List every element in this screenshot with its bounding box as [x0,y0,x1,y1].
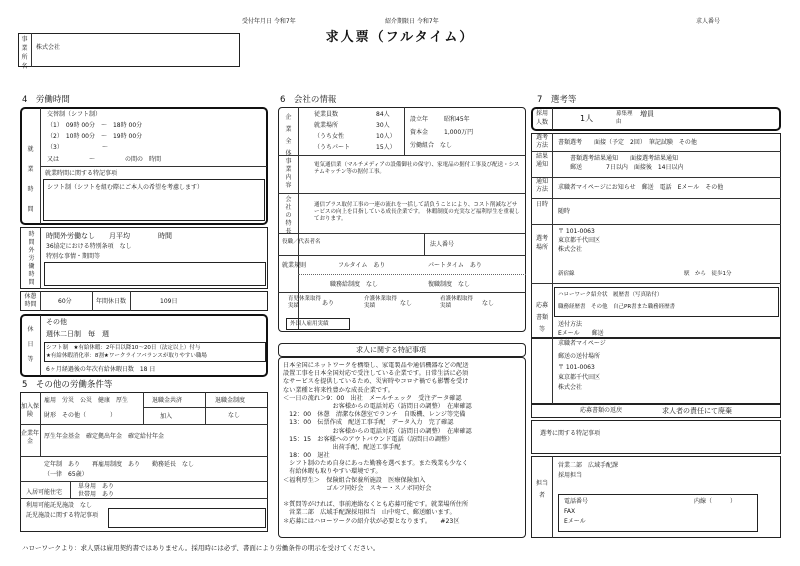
section-7-title: 7 選考等 [537,95,577,105]
overtime-special: 特別な事情・期間等 [46,253,101,260]
result-notice-2: 郵送 7日以内 面接後 14日以内 [570,164,684,171]
break-value: 60分 [58,298,72,305]
mailing-dest-label: 郵送の送付場所 [558,353,601,360]
break-label: 休憩時間 [24,293,37,308]
footer-note: ハローワークより：求人票は雇用契約書ではありません。採用時には必ず、書面により労働条件の明示を受けてください。 [22,544,380,552]
shift-title: 交替制（シフト制） [47,111,102,118]
hire-reason-value: 増員 [640,110,654,118]
date-label: 日時 [535,201,548,208]
features-label: 会社の特長 [285,196,292,235]
founded-label: 設立年 [410,116,429,123]
founded-value: 昭和45年 [444,116,470,123]
union: 労働組合 なし [410,142,453,149]
phone-label: 電話番号 [564,498,589,505]
dorm-family: 世帯用 あり [78,491,115,498]
paid-leave-days: 6ヶ月経過後の年次有給休暇日数 18 日 [46,366,156,373]
docs-line-2: 職務経歴書 その他 自己PR書また職務経歴書 [558,304,676,310]
result-notice-label: 結果通知 [535,153,548,168]
childcare-leave-label: 育児休業取得実績 [288,296,322,309]
page-title: 求人票（フルタイム） [325,30,475,45]
hire-count-box [531,107,781,131]
received-date: 受付年月日 令和7年 [242,18,296,25]
insurance-items-2: 財形 その他（ ） [44,412,117,419]
business-content: 電気通信業（マルチメディアの設備御社の保守）、家電品の据付工事及び配送・システムキッチン等の据付工事。 [314,162,520,175]
selection-notes: 選考に関する特記事項 [540,430,601,437]
emp-women-label: （うち女性 [314,133,345,140]
date-value: 随時 [558,208,571,215]
nursing-leave-label: 看護休暇取得実績 [440,296,474,309]
mailing-zip: 〒 101-0063 [558,364,595,371]
retirement-age-2: （一律 65歳） [44,471,88,478]
office-name-label: 事業所名 [21,36,28,70]
referral-deadline: 紹介期限日 令和7年 [385,18,439,25]
selection-method: 書類選考 面接（予定 2回） 筆記試験 その他 [558,139,697,146]
mailing-company: 株式会社 [558,384,583,391]
place-address: 東京都千代田区 [558,237,601,244]
shift-1: （1） 09時 00分 〜 18時 00分 [47,122,143,129]
pension-items: 厚生年金基金 確定拠出年金 確定給付年金 [44,433,165,440]
retire-mutual-value: 加入 [160,413,173,420]
holiday-note-2: ★有給休暇消化率：8割★ワークライフバランスが取りやすい職場 [46,353,207,359]
childcare-leave-value: あり [322,300,335,307]
hire-count-label: 採用人数 [535,110,548,126]
send-method-2: 求職者マイページ [558,340,606,347]
contact-dept: 営業二部 広域手配課 [558,462,619,469]
insurance-items: 雇用 労災 公災 健康 厚生 [44,397,129,404]
work-rules-label: 就業規則 [282,262,307,269]
hire-reason-label: 募集理由 [616,111,633,125]
nursing-leave-value: なし [482,300,495,307]
retirement-age: 定年制 あり 再雇用制度 あり 勤務延長 なし [44,461,195,468]
hours-notes-title: 就業時間に関する特記事項 [45,170,118,177]
special-notes-title: 求人に関する特記事項 [356,346,426,354]
holiday-other: その他 [46,318,67,326]
retire-system-value: なし [228,412,241,419]
dorm-label: 入居可能住宅 [26,489,63,496]
extension-label: 内線（ ） [694,498,737,505]
business-label: 事業内容 [285,158,292,189]
emp-women-value: 10人） [376,133,396,140]
company-features: 通信プラス取付工事の一連の流れを一括して請負うことにより、コスト削減などサービスの向上を目指している成長企業です。 休暇制度の充実など福利厚生を重視しております。 [314,202,520,222]
annual-holidays-label: 年間休日数 [96,298,127,305]
special-notes-body: 日本全国にネットワークを構築し、家電製品や通信機器などの配送 設置工事を日本全国対応で受注している企業です。日常生活に必須 なサービスを提供しているため、災害時やコロナ禍でも影響を受け ない業種と将来性豊かな成長企業です。 ＜一日の流れ＞9：00 出社 メールチェック 受注データ確認 お客様からの電話対応（訪問日の調整） 在庫確認 12：00 休憩 清潔な休憩室でランチ 自販機、レンジ等完備 13：00 伝票作成 配送工事手配 データ入力 完了確認 お客様からの電話対応（訪問日の調整） 在庫確認 15：15 お客様へのアウトバウンド電話（訪問日の調整） 出荷手配、配送工事手配 18：00 退社 シフト制のため自身にあった勤務を選べます。また残業も少なく 有給休暇も取りやすい環境です。 ＜福利厚生＞ 保険組合保養所施設 医療保険加入 ゴルフ同好会 スキー・スノボ同好会 ＊質問等がければ、事前連絡なくとも応募可能です。就業場所住所 営業二部 広域手配課採用担当 山中宛て、郵送願います。 ＊応募にはハローワークの紹介状が必要となります。 #23区 [283,362,472,525]
application-docs-label: 応募書類等 [535,302,548,333]
doc-return-value: 求人者の責任にて廃棄 [662,407,732,415]
hire-count-value: 1人 [580,114,594,123]
fax-label: FAX [564,508,576,515]
enterprise-label: 企業全体 [285,114,292,157]
docs-line-1: ハローワーク紹介状 履歴書（写真貼付） [558,292,663,298]
capital-label: 資本金 [410,129,429,136]
care-leave-label: 介護休業取得実績 [364,296,398,309]
job-number-label: 求人番号 [696,18,721,25]
alt-hours: 又は 〜 の間の 時間 [47,156,162,163]
holiday-label: 休日等 [27,326,34,363]
insurance-label: 加入保険 [21,403,40,418]
station-walk: 駅 から 徒歩1分 [684,271,732,277]
work-hours-label: 就業時間 [27,146,34,213]
work-rules-part: パートタイム あり [428,262,482,269]
shift-3: （3） 〜 [47,144,108,151]
retire-system-label: 退職金制度 [215,397,246,404]
retire-mutual-label: 退職金共済 [152,397,183,404]
mailing-address: 東京都千代田区 [558,374,601,381]
care-leave-value: なし [400,300,413,307]
job-pay-system: 職務給制度 なし [330,281,379,288]
foreign-hire-label: 外国人雇用実績 [290,321,329,327]
work-rules-full: フルタイム あり [338,262,386,269]
overtime-36: 36協定における特別条項 なし [46,243,132,250]
emp-total-label: 従業員数 [314,111,339,118]
emp-part-value: 15人） [376,144,396,151]
contact-role: 採用担当 [558,472,583,479]
section-6-title: 6 会社の情報 [280,95,337,105]
dorm-single: 単身用 あり [78,483,115,490]
annual-holidays-value: 109日 [160,298,178,305]
place-zip: 〒 101-0063 [558,228,595,235]
notify-method-label: 通知方法 [535,178,548,193]
childcare-note: 託児施設に関する特記事項 [26,512,99,519]
selection-method-label: 選考方法 [535,134,548,149]
pension-label: 企業年金 [21,430,40,445]
company-name: 株式会社 [36,44,61,51]
contact-person-label: 担当者 [535,480,548,499]
emp-total-value: 84人 [376,111,390,118]
place-company: 株式会社 [558,246,583,253]
childcare-facility: 利用可能託児施設 なし [26,502,93,509]
section-4-title: 4 労働時間 [22,95,70,105]
overtime-label: 時間外労働時間 [28,231,35,286]
send-method-1: Eメール 郵送 [558,330,604,337]
send-method-label: 送付方法 [558,321,583,328]
section-5-title: 5 その他の労働条件等 [22,380,113,390]
representative-label: 役職／代表者名 [282,239,321,245]
selection-place-label: 選考場所 [535,235,548,251]
emp-part-label: （うちパート [314,144,351,151]
hours-notes-body: シフト制（シフトを組む際にご本人の希望を考慮します） [47,184,204,191]
holiday-note-1: シフト制 ★有給休暇：2年目以降10〜20日（法定以上）付与 [46,345,201,351]
route-line: 新宿線 [558,271,575,277]
notify-method: 求職者マイページにお知らせ 郵送 電話 Eメール その他 [558,184,724,191]
result-notice-1: 書類選考結果通知 面接選考結果通知 [570,155,679,162]
emp-site-label: 就業場所 [314,122,339,129]
email-label: Eメール [564,518,586,525]
capital-value: 1,000万円 [444,129,474,136]
doc-return-label: 応募書類の返戻 [580,407,623,414]
corporate-number-label: 法人番号 [430,241,455,248]
overtime-main: 時間外労働なし 月平均 時間 [46,232,172,240]
emp-site-value: 30人 [376,122,390,129]
holiday-week: 週休二日制 毎 週 [46,330,109,338]
shift-2: （2） 10時 00分 〜 19時 00分 [47,133,143,140]
reinstatement-system: 復職制度 なし [428,281,471,288]
